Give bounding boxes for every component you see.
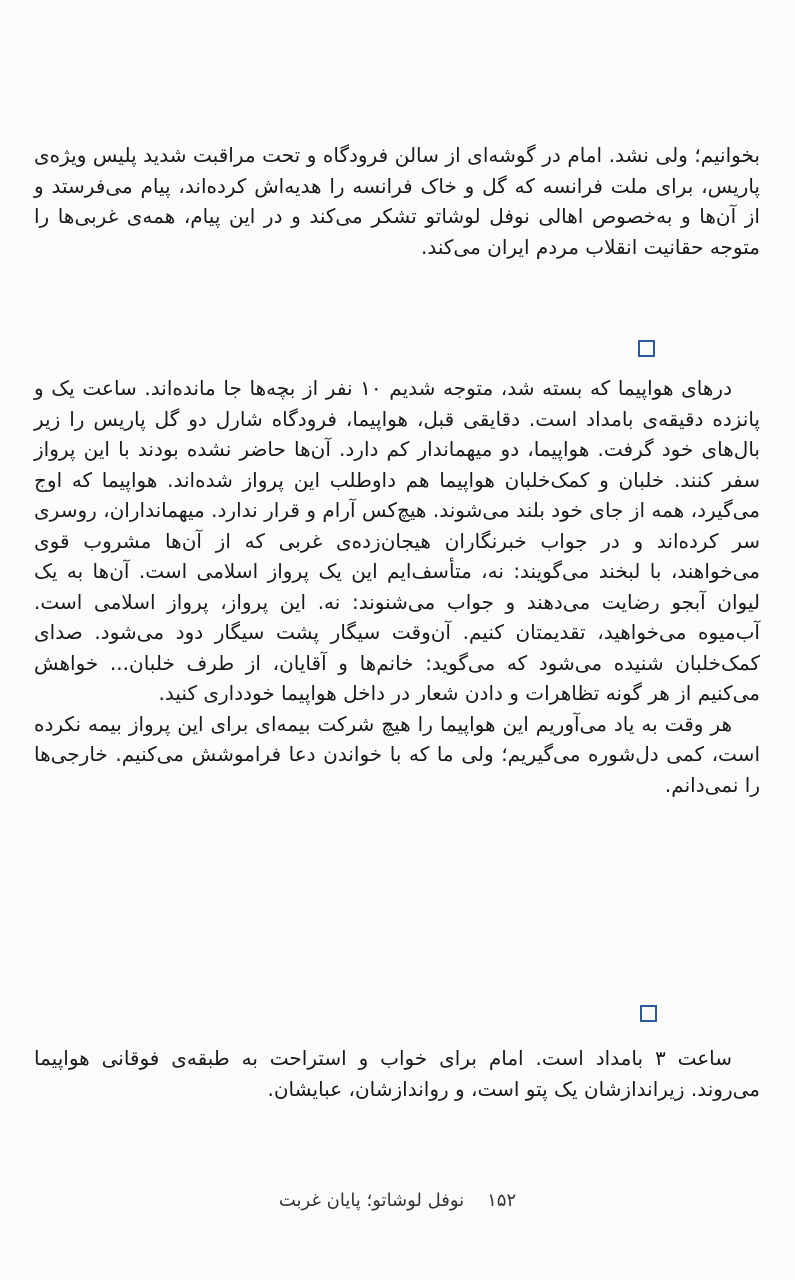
paragraph-2: درهای هواپیما که بسته شد، متوجه شدیم ۱۰ نفر از بچه‌ها جا مانده‌اند. ساعت یک و پانزده دقیقه‌ی بامداد است. دقایقی قبل، هواپیما، فرودگاه شارل دو گل پاریس را زیر بال‌های خود گرفت. هواپیما، دو میهماندار کم دارد. آن‌ها حاضر نشده بودند با این پرواز سفر کنند. خلبان و کمک‌خلبان هواپیما هم داوطلب این پرواز شده‌اند. هواپیما که اوج می‌گیرد، همه از جای خود بلند می‌شوند. هیچ‌کس آرام و قرار ندارد. میهمانداران، روسری سر کرده‌اند و در جواب خبرنگاران هیجان‌زده‌ی غربی که از آن‌ها مشروب قوی می‌خواهند، با لبخند می‌گویند: نه، متأسف‌ایم این یک پرواز اسلامی است. آن‌ها به یک لیوان آبجو رضایت می‌دهند و جواب می‌شنوند: نه. این پرواز، پرواز اسلامی است. آب‌میوه می‌خواهید، تقدیمتان کنیم. آن‌وقت سیگار پشت سیگار دود می‌شود. صدای کمک‌خلبان شنیده می‌شود که می‌گوید: خانم‌ها و آقایان، از طرف خلبان... خواهش می‌کنیم از هر گونه تظاهرات و دادن شعار در داخل هواپیما خودداری کنید. (34, 376, 760, 705)
running-title: نوفل لوشاتو؛ پایان غربت (278, 1190, 465, 1211)
section-break-square-icon (640, 1005, 657, 1022)
page-footer (0, 1190, 795, 1211)
paragraph-1: بخوانیم؛ ولی نشد. امام در گوشه‌ای از سالن فرودگاه و تحت مراقبت شدید پلیس ویژه‌ی پاریس، برای ملت فرانسه که گل و خاک فرانسه را هدیه‌اش کرده‌اند، پیام می‌فرستد و از آن‌ها و به‌خصوص اهالی نوفل لوشاتو تشکر می‌کند و در این پیام، همه‌ی غربی‌ها را متوجه حقانیت انقلاب مردم ایران می‌کند. (34, 143, 760, 259)
paragraph-4: ساعت ۳ بامداد است. امام برای خواب و استراحت به طبقه‌ی فوقانی هواپیما می‌روند. زیراندازشان یک پتو است، و روانداز‌شان، عبایشان. (34, 1046, 760, 1101)
section-2 (34, 373, 760, 800)
section-break-square-icon (638, 340, 655, 357)
page-number: ۱۵۲ (487, 1190, 517, 1211)
paragraph-3: هر وقت به یاد می‌آوریم این هواپیما را هیچ شرکت بیمه‌ای برای این پرواز بیمه نکرده است، کمی دل‌شوره می‌گیریم؛ ولی ما که با خواندن دعا فراموشش می‌کنیم. خارجی‌ها را نمی‌دانم. (34, 711, 760, 797)
